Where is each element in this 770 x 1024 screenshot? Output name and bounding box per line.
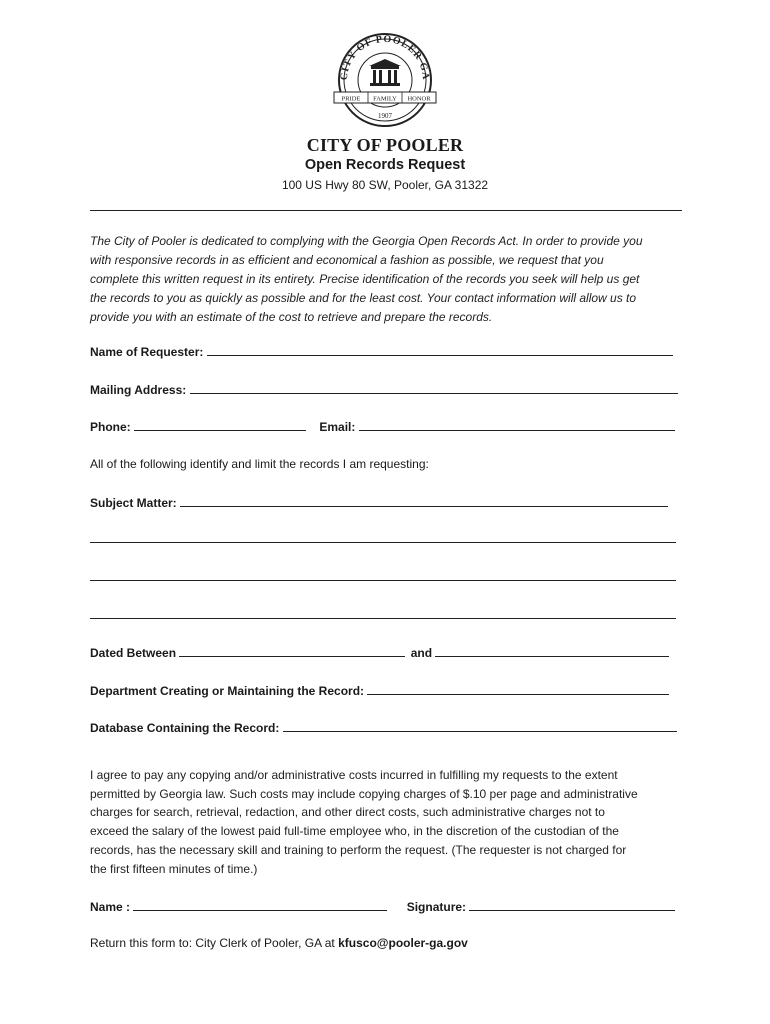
name-requester-row bbox=[90, 344, 673, 359]
database-label: Database Containing the Record: bbox=[90, 721, 280, 735]
svg-text:HONOR: HONOR bbox=[407, 95, 431, 103]
header-divider bbox=[90, 210, 682, 211]
signer-name-field[interactable] bbox=[133, 899, 387, 911]
database-row bbox=[90, 720, 677, 735]
email-label: Email: bbox=[319, 420, 356, 434]
svg-text:PRIDE: PRIDE bbox=[341, 95, 361, 103]
mailing-address-label: Mailing Address: bbox=[90, 383, 187, 397]
dated-between-row bbox=[90, 645, 669, 660]
svg-text:CITY OF POOLER GA: CITY OF POOLER GA bbox=[338, 33, 432, 81]
subject-matter-line-3[interactable] bbox=[90, 580, 676, 581]
dated-between-label: Dated Between bbox=[90, 646, 177, 660]
phone-field[interactable] bbox=[134, 419, 306, 431]
and-label: and bbox=[410, 646, 433, 660]
subject-matter-line-4[interactable] bbox=[90, 618, 676, 619]
city-address: 100 US Hwy 80 SW, Pooler, GA 31322 bbox=[281, 178, 489, 192]
subject-matter-field[interactable] bbox=[180, 495, 668, 507]
city-title: CITY OF POOLER bbox=[306, 135, 464, 155]
email-field[interactable] bbox=[359, 419, 675, 431]
city-seal-logo bbox=[330, 30, 440, 146]
signature-field[interactable] bbox=[469, 899, 675, 911]
date-from-field[interactable] bbox=[179, 645, 405, 657]
cost-agreement-paragraph: I agree to pay any copying and/or administrative costs incurred in fulfilling my requests to the extent permitted by Georgia law. Such costs may include copying charges of $.10 per page and administrative charges for search, retrieval, redaction, and other direct costs, such administrative charges not to exceed the salary of the lowest paid full-time employee who, in the discretion of the custodian of the records, has the necessary skill and training to perform the request. (The requester is not charged for the first fifteen minutes of time.) bbox=[90, 768, 638, 876]
return-instructions bbox=[90, 936, 468, 950]
svg-text:FAMILY: FAMILY bbox=[373, 95, 397, 103]
database-field[interactable] bbox=[283, 720, 677, 732]
name-requester-label: Name of Requester: bbox=[90, 345, 204, 359]
department-field[interactable] bbox=[367, 683, 669, 695]
signer-name-label: Name : bbox=[90, 900, 131, 914]
svg-text:1907: 1907 bbox=[378, 112, 392, 120]
mailing-address-field[interactable] bbox=[190, 382, 678, 394]
clerk-email-link[interactable]: kfusco@pooler-ga.gov bbox=[338, 936, 468, 950]
department-label: Department Creating or Maintaining the Record: bbox=[90, 684, 365, 698]
date-to-field[interactable] bbox=[435, 645, 669, 657]
signature-row bbox=[90, 899, 675, 914]
mailing-address-row bbox=[90, 382, 678, 397]
subject-matter-label: Subject Matter: bbox=[90, 496, 177, 510]
identify-text: All of the following identify and limit the records I am requesting: bbox=[90, 457, 429, 471]
intro-paragraph: The City of Pooler is dedicated to complying with the Georgia Open Records Act. In order to provide you with responsive records in as efficient and economical a fashion as possible, we request that you complete this written request in its entirety. Precise identification of the records you seek will help us get the records to you as quickly as possible and for the least cost. Your contact information will allow us to provide you with an estimate of the cost to retrieve and prepare the records. bbox=[90, 234, 643, 324]
phone-label: Phone: bbox=[90, 420, 131, 434]
subject-matter-line-2[interactable] bbox=[90, 542, 676, 543]
subject-matter-row bbox=[90, 495, 668, 510]
form-title: Open Records Request bbox=[304, 157, 466, 173]
phone-email-row bbox=[90, 419, 675, 434]
name-requester-field[interactable] bbox=[207, 344, 673, 356]
department-row bbox=[90, 683, 669, 698]
return-text: Return this form to: City Clerk of Pooler, GA at bbox=[90, 936, 335, 950]
signature-label: Signature: bbox=[406, 900, 467, 914]
